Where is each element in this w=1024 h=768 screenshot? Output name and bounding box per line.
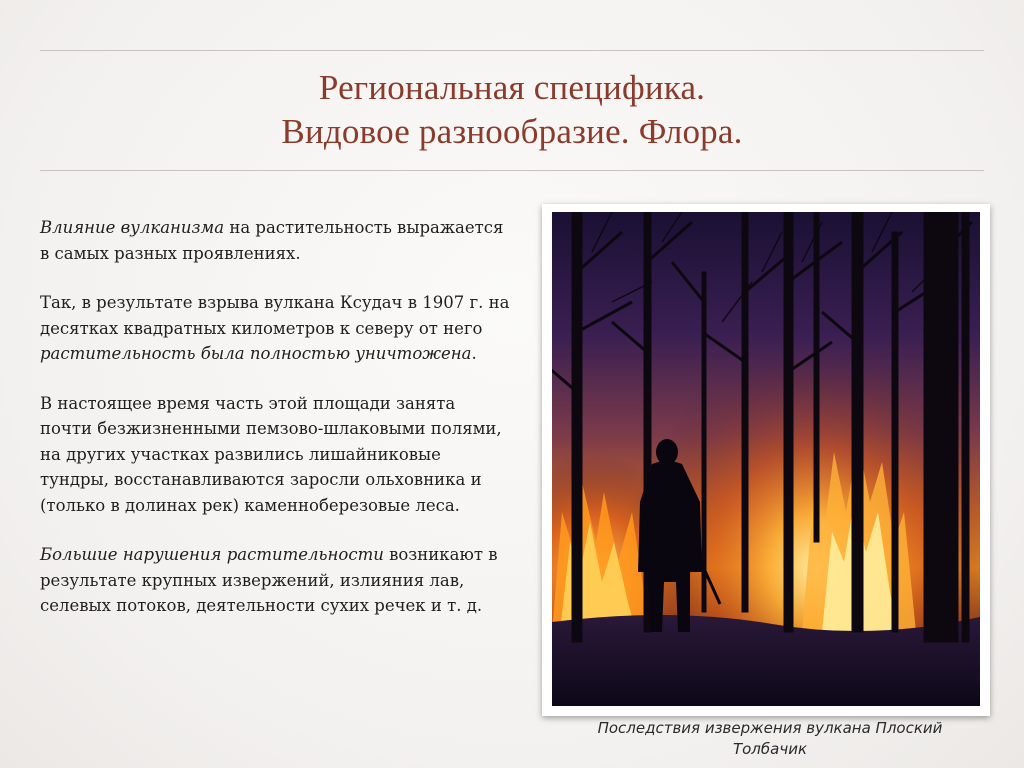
paragraph-1-emphasis: Влияние вулканизма bbox=[40, 218, 225, 237]
photo-caption: Последствия извержения вулкана Плоский Толбачик bbox=[597, 719, 943, 758]
forest-fire-photo bbox=[552, 212, 980, 706]
paragraph-1 bbox=[40, 215, 510, 266]
photo-frame bbox=[542, 204, 990, 716]
paragraph-2 bbox=[40, 290, 510, 367]
paragraph-4-text: возникают в результате крупных извержений, излияния лав, селевых потоков, деятельности сухих речек и т. д. bbox=[40, 545, 498, 615]
body-text bbox=[40, 215, 510, 643]
top-divider bbox=[40, 50, 984, 51]
paragraph-2-text: Так, в результате взрыва вулкана Ксудач в 1907 г. на десятках квадратных километров к северу от него bbox=[40, 293, 510, 338]
paragraph-4-emphasis: Большие нарушения растительности bbox=[40, 545, 384, 564]
paragraph-2-end: . bbox=[471, 344, 477, 363]
paragraph-4 bbox=[40, 542, 510, 619]
paragraph-3: В настоящее время часть этой площади занята почти безжизненными пемзово-шлаковыми полями, на других участках развились лишайниковые тундры, восстанавливаются заросли ольховника и (только в долинах рек) каменноберезовые леса. bbox=[40, 393, 502, 515]
slide-title bbox=[40, 66, 984, 154]
title-line-2: Видовое разнообразие. Флора. bbox=[281, 112, 743, 151]
paragraph-1-text: на растительность выражается в самых разных проявлениях. bbox=[40, 218, 504, 263]
title-line-1: Региональная специфика. bbox=[318, 68, 706, 107]
bottom-divider bbox=[40, 170, 984, 171]
paragraph-2-emphasis: растительность была полностью уничтожена bbox=[40, 344, 472, 363]
